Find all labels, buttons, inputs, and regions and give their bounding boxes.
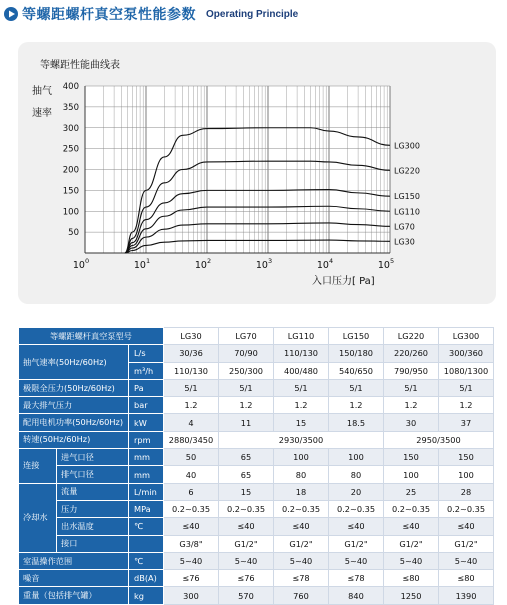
group-label: 连接 bbox=[19, 449, 57, 484]
table-cell: 37 bbox=[439, 414, 494, 431]
table-row bbox=[19, 397, 494, 414]
play-triangle-icon bbox=[4, 7, 18, 21]
row-unit: mm bbox=[129, 466, 164, 483]
table-cell: 0.2~0.35 bbox=[164, 500, 219, 517]
table-row bbox=[19, 535, 494, 552]
x-tick-label: $10^1$ bbox=[133, 257, 151, 271]
table-cell: 2930/3500 bbox=[219, 431, 384, 448]
table-cell: 18.5 bbox=[329, 414, 384, 431]
row-label: 排气口径 bbox=[57, 466, 129, 483]
table-cell: 5~40 bbox=[439, 552, 494, 569]
group-label: 冷却水 bbox=[19, 483, 57, 552]
x-tick-label: $10^4$ bbox=[316, 257, 334, 271]
table-cell: 790/950 bbox=[384, 362, 439, 379]
table-row bbox=[19, 431, 494, 448]
model-name: LG110 bbox=[274, 328, 329, 345]
y-tick-label: 50 bbox=[68, 228, 79, 239]
y-tick-label: 100 bbox=[62, 207, 79, 218]
table-cell: 0.2~0.35 bbox=[439, 500, 494, 517]
row-unit: bar bbox=[129, 397, 164, 414]
row-unit: kg bbox=[129, 587, 164, 604]
table-cell: ≤40 bbox=[164, 518, 219, 535]
row-label: 压力 bbox=[57, 500, 129, 517]
table-cell: 300 bbox=[164, 587, 219, 604]
table-cell: 40 bbox=[164, 466, 219, 483]
table-cell: 1.2 bbox=[329, 397, 384, 414]
row-label: 重量（包括排气罐） bbox=[19, 587, 129, 604]
table-row bbox=[19, 414, 494, 431]
table-cell: 1.2 bbox=[219, 397, 274, 414]
table-cell: ≤80 bbox=[384, 570, 439, 587]
table-cell: 5/1 bbox=[439, 379, 494, 396]
table-cell: 15 bbox=[219, 483, 274, 500]
table-cell: G1/2" bbox=[384, 535, 439, 552]
row-label: 室温操作范围 bbox=[19, 552, 129, 569]
table-cell: G1/2" bbox=[274, 535, 329, 552]
table-cell: 5~40 bbox=[329, 552, 384, 569]
table-cell: ≤40 bbox=[439, 518, 494, 535]
table-cell: 1250 bbox=[384, 587, 439, 604]
chart-title: 等螺距性能曲线表 bbox=[40, 60, 120, 71]
table-cell: ≤40 bbox=[219, 518, 274, 535]
table-cell: 5/1 bbox=[384, 379, 439, 396]
x-tick-label: $10^3$ bbox=[255, 257, 273, 271]
table-cell: 1080/1300 bbox=[439, 362, 494, 379]
table-cell: 110/130 bbox=[164, 362, 219, 379]
spec-table bbox=[18, 327, 494, 605]
y-axis-label: 抽气 bbox=[32, 86, 52, 97]
table-cell: 30/36 bbox=[164, 345, 219, 362]
table-cell: 100 bbox=[384, 466, 439, 483]
table-cell: 50 bbox=[164, 449, 219, 466]
table-cell: 20 bbox=[329, 483, 384, 500]
table-cell: 400/480 bbox=[274, 362, 329, 379]
series-label: LG150 bbox=[394, 192, 420, 202]
table-cell: 15 bbox=[274, 414, 329, 431]
table-row bbox=[19, 587, 494, 604]
row-unit: Pa bbox=[129, 379, 164, 396]
row-unit: ℃ bbox=[129, 518, 164, 535]
table-cell: 80 bbox=[329, 466, 384, 483]
table-cell: 760 bbox=[274, 587, 329, 604]
table-cell: 1.2 bbox=[439, 397, 494, 414]
table-cell: 0.2~0.35 bbox=[329, 500, 384, 517]
row-unit: mm bbox=[129, 449, 164, 466]
table-cell: 25 bbox=[384, 483, 439, 500]
table-cell: 840 bbox=[329, 587, 384, 604]
table-row bbox=[19, 483, 494, 500]
x-tick-label: $10^5$ bbox=[377, 257, 395, 271]
row-label: 接口 bbox=[57, 535, 129, 552]
table-row bbox=[19, 500, 494, 517]
section-header bbox=[4, 4, 298, 24]
table-row bbox=[19, 379, 494, 396]
row-unit: MPa bbox=[129, 500, 164, 517]
section-title: 等螺距螺杆真空泵性能参数 bbox=[22, 7, 196, 23]
model-name: LG70 bbox=[219, 328, 274, 345]
row-unit: m³/h bbox=[129, 362, 164, 379]
x-axis-label: 入口压力[ Pa] bbox=[312, 276, 375, 287]
table-cell: 2880/3450 bbox=[164, 431, 219, 448]
table-cell: 540/650 bbox=[329, 362, 384, 379]
table-cell: ≤78 bbox=[329, 570, 384, 587]
table-cell: 300/360 bbox=[439, 345, 494, 362]
table-cell: ≤78 bbox=[274, 570, 329, 587]
table-cell: 2950/3500 bbox=[384, 431, 494, 448]
table-row bbox=[19, 466, 494, 483]
row-label: 配用电机功率(50Hz/60Hz) bbox=[19, 414, 129, 431]
row-label: 抽气速率(50Hz/60Hz) bbox=[19, 345, 129, 380]
series-label: LG70 bbox=[394, 222, 415, 232]
table-cell: 5/1 bbox=[274, 379, 329, 396]
row-label: 进气口径 bbox=[57, 449, 129, 466]
y-axis-label: 速率 bbox=[32, 108, 52, 119]
table-cell: 0.2~0.35 bbox=[274, 500, 329, 517]
x-tick-label: $10^2$ bbox=[194, 257, 212, 271]
y-tick-label: 300 bbox=[62, 123, 79, 134]
table-cell: 100 bbox=[329, 449, 384, 466]
table-cell: G1/2" bbox=[439, 535, 494, 552]
y-tick-label: 350 bbox=[62, 102, 79, 113]
section-subtitle: Operating Principle bbox=[206, 8, 299, 20]
row-label: 流量 bbox=[57, 483, 129, 500]
model-name: LG300 bbox=[439, 328, 494, 345]
row-unit: kW bbox=[129, 414, 164, 431]
table-cell: 1.2 bbox=[164, 397, 219, 414]
table-cell: 150 bbox=[439, 449, 494, 466]
table-cell: 110/130 bbox=[274, 345, 329, 362]
performance-chart bbox=[18, 42, 496, 304]
table-cell: 570 bbox=[219, 587, 274, 604]
table-cell: 1.2 bbox=[384, 397, 439, 414]
table-cell: 5~40 bbox=[384, 552, 439, 569]
model-name: LG150 bbox=[329, 328, 384, 345]
table-cell: 250/300 bbox=[219, 362, 274, 379]
series-label: LG300 bbox=[394, 141, 420, 151]
table-cell: 5~40 bbox=[274, 552, 329, 569]
series-label: LG220 bbox=[394, 166, 420, 176]
table-row bbox=[19, 449, 494, 466]
table-cell: 5/1 bbox=[164, 379, 219, 396]
table-cell: 5~40 bbox=[164, 552, 219, 569]
row-unit: ℃ bbox=[129, 552, 164, 569]
row-label: 转速(50Hz/60Hz) bbox=[19, 431, 129, 448]
table-row bbox=[19, 345, 494, 362]
table-cell: ≤76 bbox=[219, 570, 274, 587]
table-cell: 150/180 bbox=[329, 345, 384, 362]
table-cell: 1390 bbox=[439, 587, 494, 604]
y-tick-label: 250 bbox=[62, 144, 79, 155]
table-cell: ≤40 bbox=[384, 518, 439, 535]
table-cell: 6 bbox=[164, 483, 219, 500]
table-row bbox=[19, 518, 494, 535]
table-cell: G1/2" bbox=[329, 535, 384, 552]
table-cell: 18 bbox=[274, 483, 329, 500]
row-unit: L/s bbox=[129, 345, 164, 362]
table-cell: 65 bbox=[219, 449, 274, 466]
y-tick-label: 150 bbox=[62, 186, 79, 197]
row-unit bbox=[129, 535, 164, 552]
row-unit: rpm bbox=[129, 431, 164, 448]
x-tick-label: $10^0$ bbox=[72, 257, 90, 271]
model-name: LG220 bbox=[384, 328, 439, 345]
table-cell: 5~40 bbox=[219, 552, 274, 569]
row-label: 出水温度 bbox=[57, 518, 129, 535]
row-label: 极限全压力(50Hz/60Hz) bbox=[19, 379, 129, 396]
table-cell: 30 bbox=[384, 414, 439, 431]
y-tick-label: 200 bbox=[62, 165, 79, 176]
table-cell: 28 bbox=[439, 483, 494, 500]
table-cell: ≤40 bbox=[329, 518, 384, 535]
table-cell: 11 bbox=[219, 414, 274, 431]
table-cell: 5/1 bbox=[329, 379, 384, 396]
row-unit: L/min bbox=[129, 483, 164, 500]
series-label: LG110 bbox=[394, 207, 420, 217]
table-cell: 100 bbox=[274, 449, 329, 466]
table-cell: 100 bbox=[439, 466, 494, 483]
table-cell: 1.2 bbox=[274, 397, 329, 414]
model-header: 等螺距螺杆真空泵型号 bbox=[19, 328, 164, 345]
row-label: 噪音 bbox=[19, 570, 129, 587]
table-cell: 220/260 bbox=[384, 345, 439, 362]
table-cell: ≤80 bbox=[439, 570, 494, 587]
table-cell: ≤76 bbox=[164, 570, 219, 587]
table-row bbox=[19, 570, 494, 587]
performance-chart-panel bbox=[18, 42, 496, 304]
table-cell: 0.2~0.35 bbox=[219, 500, 274, 517]
table-cell: 0.2~0.35 bbox=[384, 500, 439, 517]
table-cell: 5/1 bbox=[219, 379, 274, 396]
table-row bbox=[19, 552, 494, 569]
y-tick-label: 400 bbox=[62, 82, 79, 92]
table-cell: 4 bbox=[164, 414, 219, 431]
table-cell: ≤40 bbox=[274, 518, 329, 535]
table-cell: 150 bbox=[384, 449, 439, 466]
table-cell: G3/8" bbox=[164, 535, 219, 552]
model-name: LG30 bbox=[164, 328, 219, 345]
table-header-row bbox=[19, 328, 494, 345]
table-cell: 70/90 bbox=[219, 345, 274, 362]
row-label: 最大排气压力 bbox=[19, 397, 129, 414]
table-cell: G1/2" bbox=[219, 535, 274, 552]
row-unit: dB(A) bbox=[129, 570, 164, 587]
table-cell: 80 bbox=[274, 466, 329, 483]
table-cell: 65 bbox=[219, 466, 274, 483]
series-label: LG30 bbox=[394, 237, 415, 247]
